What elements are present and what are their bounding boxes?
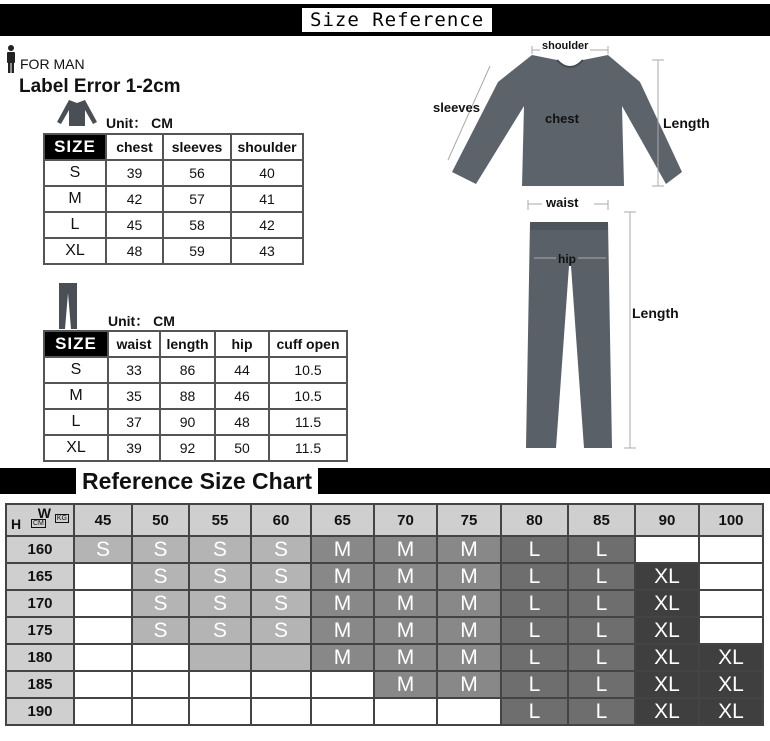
cell: 44 [215,357,269,383]
size-cell [251,698,311,725]
cell: 39 [108,435,160,461]
page-title: Size Reference [302,8,492,32]
height-header: 175 [6,617,74,644]
weight-header: 85 [568,504,635,536]
size-cell [374,698,437,725]
size-cell [189,644,251,671]
size-cell: S [132,536,189,563]
cell: 88 [160,383,215,409]
size-cell: S [251,617,311,644]
column-header-hip: hip [215,331,269,357]
table-row [44,409,347,435]
weight-header: 60 [251,504,311,536]
size-cell: S [132,617,189,644]
cell: 35 [108,383,160,409]
height-header: 185 [6,671,74,698]
size-cell [437,698,501,725]
row-size: XL [44,238,106,264]
top-unit: Unit： CM [106,115,173,131]
table-row [44,238,303,264]
size-cell: S [132,590,189,617]
size-cell: L [568,671,635,698]
weight-header: 75 [437,504,501,536]
pants-size-table [43,330,348,462]
size-cell: XL [699,671,763,698]
size-cell [74,698,132,725]
weight-unit: KG [56,515,67,522]
column-header-chest: chest [106,134,163,160]
cell: 90 [160,409,215,435]
size-cell: S [251,590,311,617]
table-row [44,186,303,212]
size-cell: L [568,644,635,671]
size-cell: L [501,563,568,590]
for-man-text: FOR MAN [20,56,85,72]
size-cell: M [374,563,437,590]
size-cell: XL [699,698,763,725]
size-cell: L [501,644,568,671]
cell: 10.5 [269,383,347,409]
size-cell [699,590,763,617]
size-cell: XL [635,644,699,671]
size-cell: M [437,644,501,671]
chart-corner [6,504,74,536]
for-man-label [6,45,126,73]
size-cell: M [374,590,437,617]
size-cell: S [251,563,311,590]
cell: 42 [231,212,303,238]
table-row [44,357,347,383]
size-cell [189,698,251,725]
chest-label: chest [545,111,579,126]
size-cell: M [374,644,437,671]
size-cell: L [501,698,568,725]
chart-row [6,698,763,725]
size-cell: S [189,617,251,644]
size-cell: L [501,617,568,644]
height-unit: CM [33,520,44,527]
cell: 45 [106,212,163,238]
chart-row [6,671,763,698]
size-cell: S [189,563,251,590]
cell: 33 [108,357,160,383]
size-cell [189,671,251,698]
weight-header: 65 [311,504,374,536]
size-cell: M [374,536,437,563]
weight-header: 90 [635,504,699,536]
size-cell: XL [635,590,699,617]
size-cell: M [437,617,501,644]
size-cell: S [251,536,311,563]
size-cell: L [501,590,568,617]
height-header: 160 [6,536,74,563]
size-cell: L [568,536,635,563]
reference-size-chart [5,503,764,726]
person-icon [6,45,16,73]
table-row [44,160,303,186]
size-cell: M [437,563,501,590]
waist-label: waist [546,195,579,210]
column-header-cuff-open: cuff open [269,331,347,357]
cell: 10.5 [269,357,347,383]
cell: 50 [215,435,269,461]
weight-header: 55 [189,504,251,536]
size-cell: S [132,563,189,590]
size-cell: M [311,563,374,590]
title-bar [0,4,770,36]
size-cell [311,671,374,698]
weight-header: 70 [374,504,437,536]
top-size-table [43,133,304,265]
size-cell: XL [635,698,699,725]
row-size: L [44,409,108,435]
sleeves-label: sleeves [433,100,480,115]
size-cell: M [374,671,437,698]
row-size: XL [44,435,108,461]
size-cell: L [568,698,635,725]
height-header: 180 [6,644,74,671]
table-row [44,212,303,238]
cell: 59 [163,238,231,264]
size-cell [251,671,311,698]
weight-header: 45 [74,504,132,536]
size-cell: L [568,617,635,644]
size-cell: M [311,536,374,563]
column-header-sleeves: sleeves [163,134,231,160]
size-cell: M [437,590,501,617]
cell: 57 [163,186,231,212]
cell: 92 [160,435,215,461]
chart-row [6,617,763,644]
table-row [44,435,347,461]
weight-header: 50 [132,504,189,536]
size-cell [132,698,189,725]
cell: 42 [106,186,163,212]
size-cell: M [374,617,437,644]
size-cell [74,563,132,590]
row-size: M [44,383,108,409]
size-cell: L [568,563,635,590]
size-cell [74,671,132,698]
cell: 11.5 [269,409,347,435]
row-size: S [44,160,106,186]
size-cell: L [501,536,568,563]
cell: 56 [163,160,231,186]
cell: 37 [108,409,160,435]
cell: 40 [231,160,303,186]
cell: 48 [106,238,163,264]
chart-row [6,563,763,590]
size-cell [74,617,132,644]
size-cell: XL [635,563,699,590]
weight-axis-label: W [37,505,51,521]
shirt-icon [55,98,99,126]
size-cell: M [311,644,374,671]
cell: 43 [231,238,303,264]
size-cell [311,698,374,725]
size-cell [132,671,189,698]
size-cell: M [437,671,501,698]
size-cell [635,536,699,563]
size-cell: S [74,536,132,563]
height-header: 190 [6,698,74,725]
cell: 46 [215,383,269,409]
column-header-waist: waist [108,331,160,357]
size-cell: XL [635,671,699,698]
size-cell: M [311,590,374,617]
pants-unit: Unit： CM [108,313,175,329]
size-cell [699,617,763,644]
size-cell: S [189,536,251,563]
size-header: SIZE [44,134,106,160]
size-cell: S [189,590,251,617]
size-cell: M [311,617,374,644]
size-cell: L [568,590,635,617]
cell: 58 [163,212,231,238]
size-header: SIZE [44,331,108,357]
row-size: S [44,357,108,383]
cell: 48 [215,409,269,435]
row-size: L [44,212,106,238]
cell: 41 [231,186,303,212]
height-axis-label: H [11,516,22,532]
column-header-shoulder: shoulder [231,134,303,160]
cell: 39 [106,160,163,186]
size-cell [132,644,189,671]
size-cell [74,644,132,671]
top-length-label: Length [663,115,710,131]
hip-label: hip [558,252,576,266]
pants-length-label: Length [632,305,679,321]
chart-row [6,644,763,671]
column-header-length: length [160,331,215,357]
cell: 11.5 [269,435,347,461]
chart-row [6,536,763,563]
size-cell: M [437,536,501,563]
weight-header: 80 [501,504,568,536]
pants-icon [57,283,79,329]
shoulder-label: shoulder [542,40,589,52]
cell: 86 [160,357,215,383]
pants-illustration [520,190,640,455]
height-header: 165 [6,563,74,590]
label-error-note: Label Error 1-2cm [19,76,181,97]
height-header: 170 [6,590,74,617]
size-cell: XL [699,644,763,671]
table-row [44,383,347,409]
chart-title-bar [0,468,770,494]
size-cell [699,563,763,590]
size-cell: L [501,671,568,698]
size-cell: XL [635,617,699,644]
weight-header: 100 [699,504,763,536]
size-cell [251,644,311,671]
chart-row [6,590,763,617]
chart-title: Reference Size Chart [76,468,318,494]
size-cell [74,590,132,617]
row-size: M [44,186,106,212]
size-cell [699,536,763,563]
